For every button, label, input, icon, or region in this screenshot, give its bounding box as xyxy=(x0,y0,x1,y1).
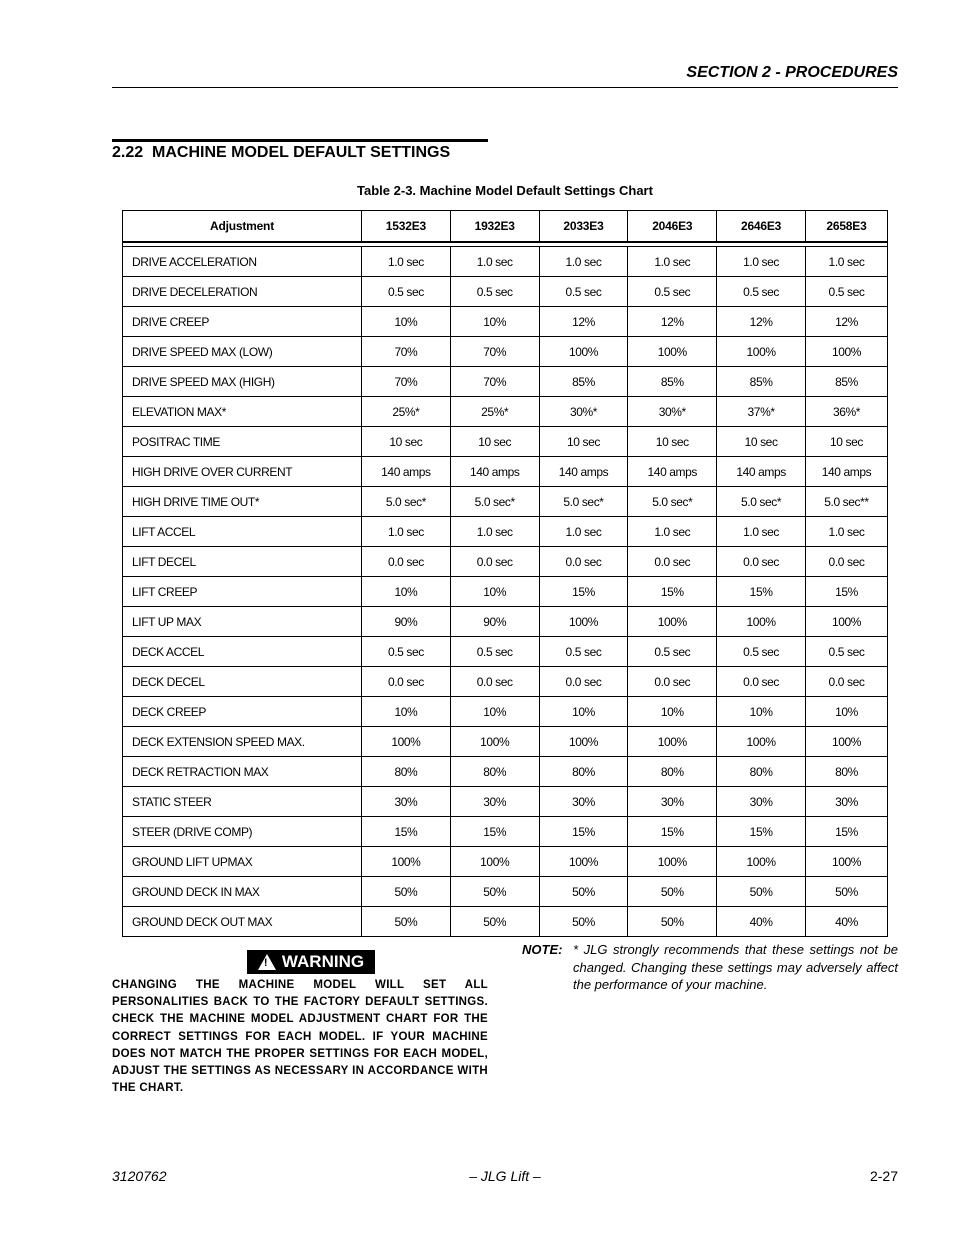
setting-value-cell: 80% xyxy=(628,757,717,787)
setting-value-cell: 140 amps xyxy=(450,457,539,487)
setting-value-cell: 50% xyxy=(539,877,628,907)
adjustment-name-cell: LIFT ACCEL xyxy=(123,517,362,547)
setting-value-cell: 80% xyxy=(450,757,539,787)
setting-value-cell: 10% xyxy=(450,697,539,727)
setting-value-cell: 1.0 sec xyxy=(717,517,806,547)
setting-value-cell: 10% xyxy=(628,697,717,727)
warning-label: WARNING xyxy=(281,952,365,971)
setting-value-cell: 70% xyxy=(362,337,451,367)
setting-value-cell: 15% xyxy=(717,577,806,607)
adjustment-name-cell: DECK RETRACTION MAX xyxy=(123,757,362,787)
adjustment-name-cell: LIFT UP MAX xyxy=(123,607,362,637)
setting-value-cell: 15% xyxy=(450,817,539,847)
setting-value-cell: 10% xyxy=(362,307,451,337)
header-rule xyxy=(112,87,898,88)
setting-value-cell: 0.0 sec xyxy=(805,667,887,697)
setting-value-cell: 100% xyxy=(805,607,887,637)
table-row xyxy=(123,517,888,547)
table-row xyxy=(123,637,888,667)
adjustment-name-cell: DECK EXTENSION SPEED MAX. xyxy=(123,727,362,757)
setting-value-cell: 100% xyxy=(539,607,628,637)
setting-value-cell: 5.0 sec* xyxy=(717,487,806,517)
setting-value-cell: 36%* xyxy=(805,397,887,427)
setting-value-cell: 5.0 sec* xyxy=(628,487,717,517)
adjustment-name-cell: GROUND DECK OUT MAX xyxy=(123,907,362,937)
setting-value-cell: 5.0 sec* xyxy=(450,487,539,517)
setting-value-cell: 0.0 sec xyxy=(539,667,628,697)
setting-value-cell: 70% xyxy=(450,337,539,367)
setting-value-cell: 15% xyxy=(628,577,717,607)
setting-value-cell: 80% xyxy=(362,757,451,787)
adjustment-name-cell: STATIC STEER xyxy=(123,787,362,817)
setting-value-cell: 50% xyxy=(628,877,717,907)
setting-value-cell: 100% xyxy=(717,607,806,637)
table-row xyxy=(123,247,888,277)
adjustment-name-cell: DRIVE CREEP xyxy=(123,307,362,337)
warning-badge xyxy=(247,950,375,974)
adjustment-name-cell: HIGH DRIVE OVER CURRENT xyxy=(123,457,362,487)
setting-value-cell: 0.5 sec xyxy=(628,277,717,307)
setting-value-cell: 100% xyxy=(628,607,717,637)
setting-value-cell: 5.0 sec* xyxy=(362,487,451,517)
setting-value-cell: 40% xyxy=(805,907,887,937)
setting-value-cell: 80% xyxy=(539,757,628,787)
table-row xyxy=(123,697,888,727)
table-row xyxy=(123,847,888,877)
setting-value-cell: 50% xyxy=(450,877,539,907)
setting-value-cell: 0.0 sec xyxy=(539,547,628,577)
setting-value-cell: 1.0 sec xyxy=(450,517,539,547)
setting-value-cell: 100% xyxy=(628,727,717,757)
column-header-model: 2033E3 xyxy=(539,211,628,243)
setting-value-cell: 10 sec xyxy=(450,427,539,457)
setting-value-cell: 1.0 sec xyxy=(805,517,887,547)
setting-value-cell: 15% xyxy=(362,817,451,847)
setting-value-cell: 100% xyxy=(717,727,806,757)
setting-value-cell: 30%* xyxy=(628,397,717,427)
note-label: NOTE: xyxy=(522,942,563,957)
setting-value-cell: 85% xyxy=(539,367,628,397)
setting-value-cell: 12% xyxy=(717,307,806,337)
adjustment-name-cell: ELEVATION MAX* xyxy=(123,397,362,427)
table-row xyxy=(123,367,888,397)
setting-value-cell: 0.5 sec xyxy=(805,637,887,667)
table-row xyxy=(123,307,888,337)
setting-value-cell: 15% xyxy=(805,577,887,607)
setting-value-cell: 10 sec xyxy=(805,427,887,457)
setting-value-cell: 50% xyxy=(805,877,887,907)
setting-value-cell: 100% xyxy=(539,727,628,757)
setting-value-cell: 25%* xyxy=(362,397,451,427)
setting-value-cell: 1.0 sec xyxy=(628,517,717,547)
setting-value-cell: 0.5 sec xyxy=(717,277,806,307)
table-row xyxy=(123,787,888,817)
warning-text: CHANGING THE MACHINE MODEL WILL SET ALL PERSONALITIES BACK TO THE FACTORY DEFAULT SETTINGS. CHECK THE MACHINE MODEL ADJUSTMENT CHART FOR THE CORRECT SETTINGS FOR EACH MODEL. IF YOUR MACHINE DOES NOT MATCH THE PROPER SETTINGS FOR EACH MODEL, ADJUST THE SETTINGS AS NECESSARY IN ACCORDANCE WITH THE CHART. xyxy=(112,979,488,1095)
section-title-bar xyxy=(112,139,488,142)
setting-value-cell: 100% xyxy=(628,337,717,367)
setting-value-cell: 0.5 sec xyxy=(717,637,806,667)
setting-value-cell: 100% xyxy=(450,847,539,877)
setting-value-cell: 80% xyxy=(805,757,887,787)
warning-triangle-icon: ! xyxy=(258,954,276,970)
setting-value-cell: 100% xyxy=(805,337,887,367)
setting-value-cell: 50% xyxy=(362,877,451,907)
setting-value-cell: 30% xyxy=(717,787,806,817)
setting-value-cell: 10 sec xyxy=(362,427,451,457)
setting-value-cell: 0.5 sec xyxy=(539,277,628,307)
setting-value-cell: 50% xyxy=(539,907,628,937)
setting-value-cell: 5.0 sec* xyxy=(539,487,628,517)
setting-value-cell: 140 amps xyxy=(362,457,451,487)
setting-value-cell: 0.5 sec xyxy=(450,277,539,307)
setting-value-cell: 10% xyxy=(362,697,451,727)
setting-value-cell: 1.0 sec xyxy=(362,247,451,277)
column-header-model: 2046E3 xyxy=(628,211,717,243)
setting-value-cell: 15% xyxy=(805,817,887,847)
setting-value-cell: 100% xyxy=(539,847,628,877)
footer-center: – JLG Lift – xyxy=(469,1168,541,1184)
table-row xyxy=(123,817,888,847)
setting-value-cell: 100% xyxy=(717,337,806,367)
setting-value-cell: 50% xyxy=(450,907,539,937)
section-header: SECTION 2 - PROCEDURES xyxy=(686,64,898,81)
adjustment-name-cell: DRIVE SPEED MAX (HIGH) xyxy=(123,367,362,397)
table-row xyxy=(123,457,888,487)
setting-value-cell: 15% xyxy=(539,577,628,607)
table-row xyxy=(123,547,888,577)
setting-value-cell: 0.5 sec xyxy=(539,637,628,667)
adjustment-name-cell: DECK DECEL xyxy=(123,667,362,697)
setting-value-cell: 50% xyxy=(362,907,451,937)
adjustment-name-cell: DECK ACCEL xyxy=(123,637,362,667)
settings-table xyxy=(122,210,888,937)
table-row xyxy=(123,577,888,607)
adjustment-name-cell: GROUND DECK IN MAX xyxy=(123,877,362,907)
table-row xyxy=(123,397,888,427)
setting-value-cell: 5.0 sec** xyxy=(805,487,887,517)
setting-value-cell: 30% xyxy=(450,787,539,817)
column-header-model: 2646E3 xyxy=(717,211,806,243)
section-heading xyxy=(112,144,450,162)
footer-page-number: 2-27 xyxy=(869,1168,898,1184)
setting-value-cell: 90% xyxy=(362,607,451,637)
setting-value-cell: 10% xyxy=(717,697,806,727)
setting-value-cell: 30% xyxy=(628,787,717,817)
setting-value-cell: 100% xyxy=(450,727,539,757)
setting-value-cell: 100% xyxy=(805,727,887,757)
setting-value-cell: 100% xyxy=(717,847,806,877)
setting-value-cell: 80% xyxy=(717,757,806,787)
setting-value-cell: 10 sec xyxy=(717,427,806,457)
setting-value-cell: 85% xyxy=(805,367,887,397)
adjustment-name-cell: DRIVE SPEED MAX (LOW) xyxy=(123,337,362,367)
setting-value-cell: 12% xyxy=(539,307,628,337)
setting-value-cell: 1.0 sec xyxy=(805,247,887,277)
setting-value-cell: 100% xyxy=(628,847,717,877)
setting-value-cell: 30% xyxy=(539,787,628,817)
setting-value-cell: 10% xyxy=(450,577,539,607)
setting-value-cell: 25%* xyxy=(450,397,539,427)
setting-value-cell: 100% xyxy=(362,847,451,877)
setting-value-cell: 85% xyxy=(717,367,806,397)
adjustment-name-cell: STEER (DRIVE COMP) xyxy=(123,817,362,847)
setting-value-cell: 1.0 sec xyxy=(628,247,717,277)
table-row xyxy=(123,907,888,937)
setting-value-cell: 0.0 sec xyxy=(805,547,887,577)
setting-value-cell: 50% xyxy=(717,877,806,907)
setting-value-cell: 0.0 sec xyxy=(628,547,717,577)
setting-value-cell: 140 amps xyxy=(805,457,887,487)
table-row xyxy=(123,727,888,757)
setting-value-cell: 50% xyxy=(628,907,717,937)
setting-value-cell: 70% xyxy=(450,367,539,397)
footer-doc-number: 3120762 xyxy=(112,1168,167,1184)
adjustment-name-cell: HIGH DRIVE TIME OUT* xyxy=(123,487,362,517)
setting-value-cell: 1.0 sec xyxy=(539,517,628,547)
table-body xyxy=(123,242,888,937)
table-caption: Table 2-3. Machine Model Default Settings Chart xyxy=(357,183,653,198)
table-row xyxy=(123,427,888,457)
setting-value-cell: 140 amps xyxy=(717,457,806,487)
column-header-adjustment: Adjustment xyxy=(123,211,362,243)
setting-value-cell: 37%* xyxy=(717,397,806,427)
setting-value-cell: 10 sec xyxy=(628,427,717,457)
setting-value-cell: 10 sec xyxy=(539,427,628,457)
setting-value-cell: 1.0 sec xyxy=(539,247,628,277)
table-row xyxy=(123,877,888,907)
table-header-row xyxy=(123,211,888,243)
setting-value-cell: 85% xyxy=(628,367,717,397)
adjustment-name-cell: LIFT DECEL xyxy=(123,547,362,577)
setting-value-cell: 100% xyxy=(539,337,628,367)
table-row xyxy=(123,277,888,307)
setting-value-cell: 0.5 sec xyxy=(450,637,539,667)
column-header-model: 2658E3 xyxy=(805,211,887,243)
setting-value-cell: 12% xyxy=(805,307,887,337)
setting-value-cell: 90% xyxy=(450,607,539,637)
column-header-model: 1532E3 xyxy=(362,211,451,243)
adjustment-name-cell: POSITRAC TIME xyxy=(123,427,362,457)
setting-value-cell: 100% xyxy=(805,847,887,877)
setting-value-cell: 100% xyxy=(362,727,451,757)
setting-value-cell: 0.5 sec xyxy=(628,637,717,667)
table-row xyxy=(123,757,888,787)
setting-value-cell: 40% xyxy=(717,907,806,937)
setting-value-cell: 0.0 sec xyxy=(362,547,451,577)
setting-value-cell: 70% xyxy=(362,367,451,397)
note-block xyxy=(522,941,898,994)
setting-value-cell: 140 amps xyxy=(539,457,628,487)
table-row xyxy=(123,607,888,637)
setting-value-cell: 0.0 sec xyxy=(717,547,806,577)
setting-value-cell: 12% xyxy=(628,307,717,337)
setting-value-cell: 0.5 sec xyxy=(362,277,451,307)
setting-value-cell: 1.0 sec xyxy=(362,517,451,547)
column-header-model: 1932E3 xyxy=(450,211,539,243)
setting-value-cell: 10% xyxy=(805,697,887,727)
setting-value-cell: 0.5 sec xyxy=(805,277,887,307)
table-row xyxy=(123,487,888,517)
adjustment-name-cell: DECK CREEP xyxy=(123,697,362,727)
setting-value-cell: 0.0 sec xyxy=(628,667,717,697)
adjustment-name-cell: DRIVE DECELERATION xyxy=(123,277,362,307)
setting-value-cell: 10% xyxy=(539,697,628,727)
setting-value-cell: 30% xyxy=(362,787,451,817)
adjustment-name-cell: LIFT CREEP xyxy=(123,577,362,607)
setting-value-cell: 1.0 sec xyxy=(717,247,806,277)
setting-value-cell: 15% xyxy=(717,817,806,847)
table-row xyxy=(123,337,888,367)
setting-value-cell: 30%* xyxy=(539,397,628,427)
setting-value-cell: 30% xyxy=(805,787,887,817)
setting-value-cell: 15% xyxy=(628,817,717,847)
section-title: MACHINE MODEL DEFAULT SETTINGS xyxy=(152,144,451,161)
setting-value-cell: 0.0 sec xyxy=(362,667,451,697)
setting-value-cell: 0.0 sec xyxy=(450,547,539,577)
setting-value-cell: 1.0 sec xyxy=(450,247,539,277)
adjustment-name-cell: GROUND LIFT UPMAX xyxy=(123,847,362,877)
section-number: 2.22 xyxy=(112,144,144,161)
setting-value-cell: 0.5 sec xyxy=(362,637,451,667)
setting-value-cell: 0.0 sec xyxy=(717,667,806,697)
adjustment-name-cell: DRIVE ACCELERATION xyxy=(123,247,362,277)
note-text: * JLG strongly recommends that these settings not be changed. Changing these settings may adversely affect the performance of your machine. xyxy=(573,942,898,992)
setting-value-cell: 10% xyxy=(362,577,451,607)
table-row xyxy=(123,667,888,697)
setting-value-cell: 0.0 sec xyxy=(450,667,539,697)
setting-value-cell: 15% xyxy=(539,817,628,847)
setting-value-cell: 140 amps xyxy=(628,457,717,487)
setting-value-cell: 10% xyxy=(450,307,539,337)
